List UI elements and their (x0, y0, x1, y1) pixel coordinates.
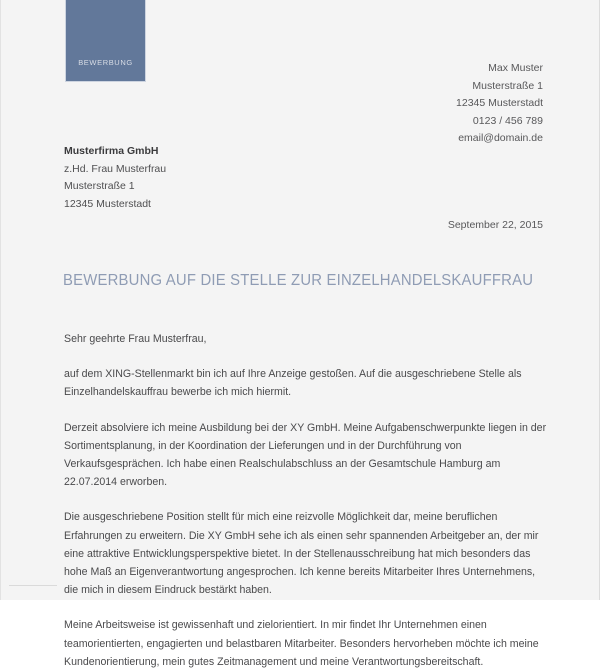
recipient-city: 12345 Musterstadt (64, 197, 151, 210)
sender-name: Max Muster (488, 62, 543, 74)
recipient-street: Musterstraße 1 (64, 180, 135, 192)
letter-date: September 22, 2015 (447, 219, 543, 231)
letter-subject-heading: BEWERBUNG AUF DIE STELLE ZUR EINZELHANDELSKAUFFRAU (63, 272, 534, 289)
letter-paragraph: Die ausgeschriebene Position stellt für mich eine reizvolle Möglichkeit dar, meine beruflichen Erfahrungen zu erweitern. Die XY GmbH sehe ich als einen sehr spannenden Arbeitgeber an, der mir eine attraktive Entwicklungsperspektive bietet. In der Stellenausschreibung hat mich besonders das hohe Maß an Eigenverantwortung angesprochen. Ich kenne bereits Mitarbeiter Ihres Unternehmens, die mich in diesem Eindruck bestärkt haben. (64, 511, 539, 597)
sender-phone: 0123 / 456 789 (472, 114, 543, 127)
bewerbung-logo-label: BEWERBUNG (78, 58, 133, 67)
sender-city: 12345 Musterstadt (456, 97, 543, 109)
letter-salutation: Sehr geehrte Frau Musterfrau, (64, 333, 207, 345)
watermark-rule (9, 585, 57, 586)
recipient-address-block (64, 143, 166, 213)
letter-paragraph: Derzeit absolviere ich meine Ausbildung bei der XY GmbH. Meine Aufgabenschwerpunkte liegen in der Sortimentsplanung, in der Koordination der Lieferungen und in der Durchführung von Verkaufsgesprächen. Ich habe einen Realschulabschluss an der Gesamtschule Hamburg am 22.07.2014 erworben. (64, 421, 547, 489)
recipient-company: Musterfirma GmbH (64, 145, 159, 157)
sender-address-block (456, 60, 543, 148)
sender-email: email@domain.de (458, 132, 543, 144)
letter-body (64, 330, 548, 671)
letter-paragraph: Meine Arbeitsweise ist gewissenhaft und zielorientiert. In mir findet Ihr Unternehmen einen teamorientierten, engagierten und belastbaren Mitarbeiter. Besonders hervorheben möchte ich meine Kundenorientierung, mein gutes Zeitmanagement und meine Verantwortungsbereitschaft. (64, 619, 539, 668)
bewerbung-logo-block (65, 0, 146, 82)
sender-street: Musterstraße 1 (472, 79, 543, 92)
recipient-attention: z.Hd. Frau Musterfrau (64, 162, 167, 175)
letter-paragraph: auf dem XING-Stellenmarkt bin ich auf Ihre Anzeige gestoßen. Auf die ausgeschriebene Stelle als Einzelhandelskauffrau bewerbe ich mich hiermit. (64, 368, 522, 399)
